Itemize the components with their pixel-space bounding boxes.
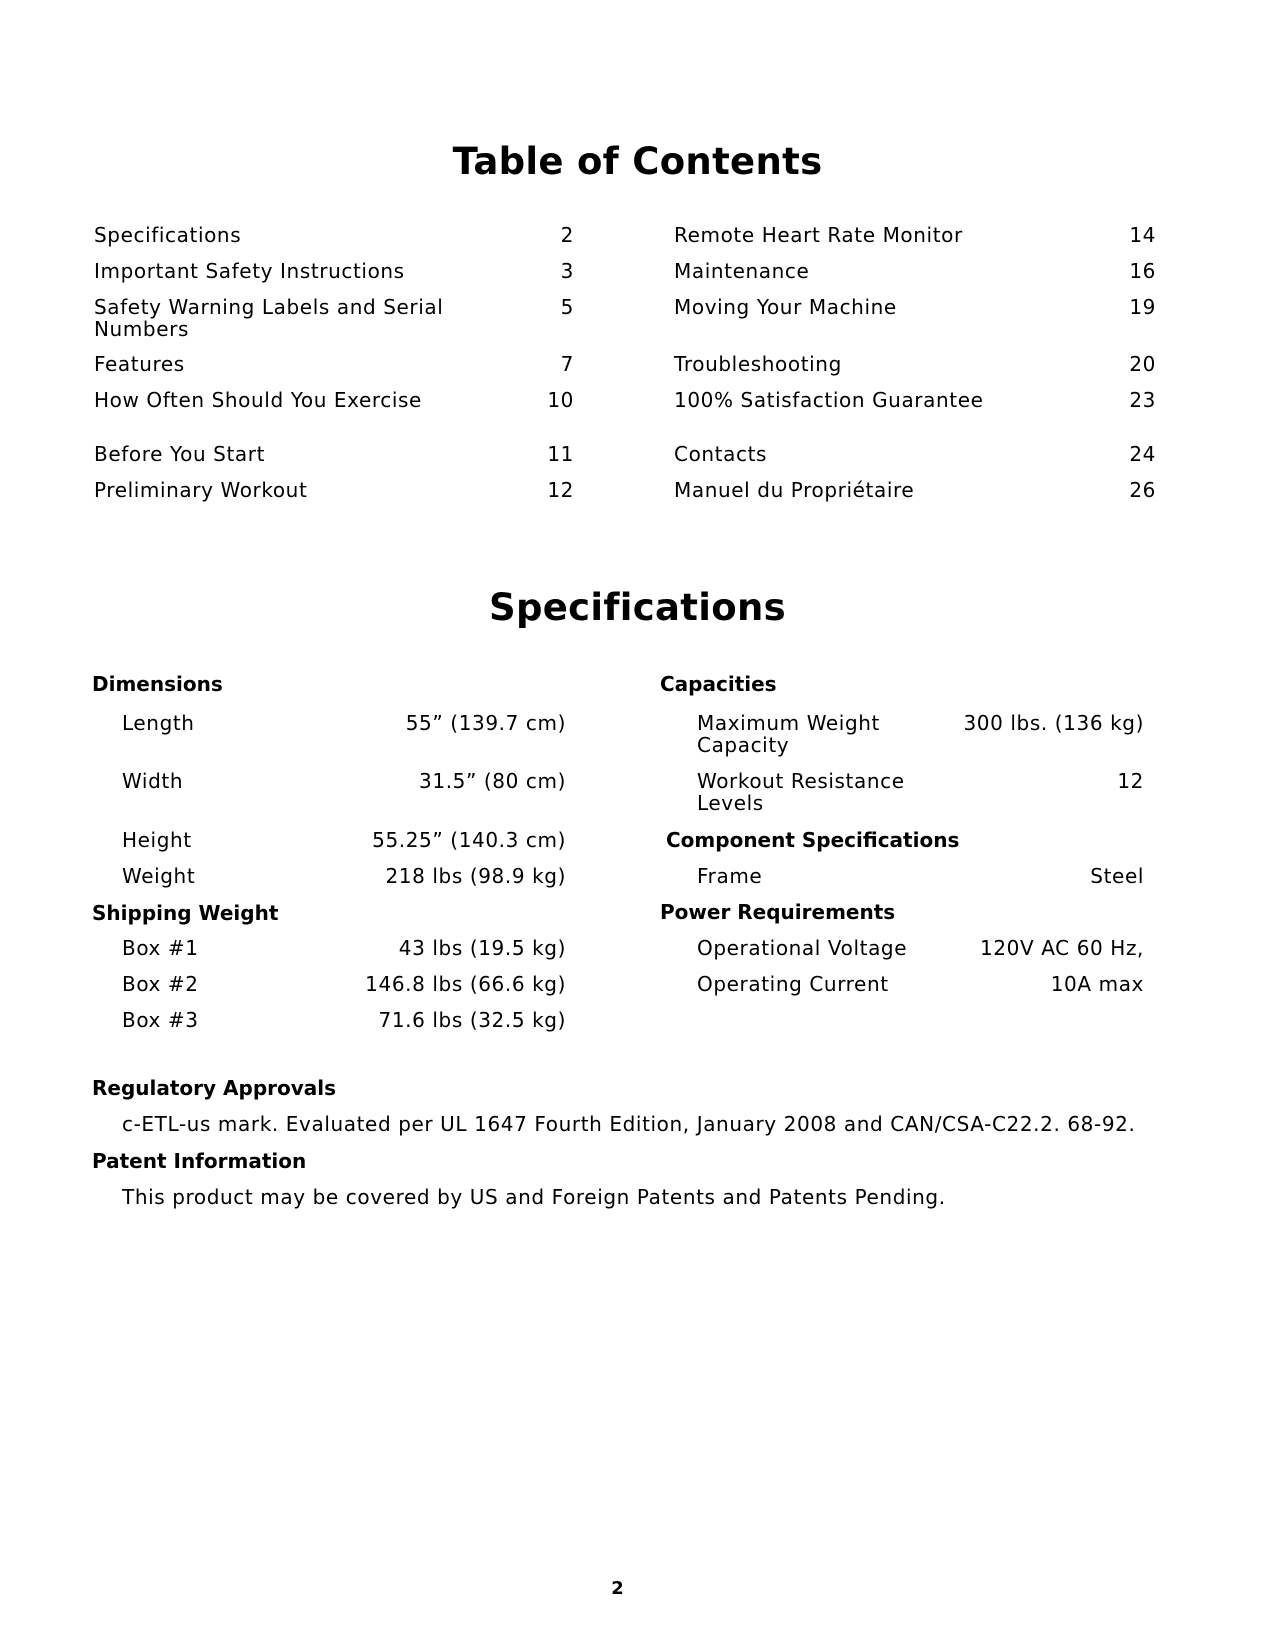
regulatory-approvals-heading: Regulatory Approvals — [92, 1076, 337, 1100]
spec-value: 31.5” (80 cm) — [419, 769, 566, 793]
toc-entry-title: Specifications — [94, 223, 242, 247]
toc-entry-title: How Often Should You Exercise — [94, 388, 422, 412]
toc-entry-page: 10 — [547, 388, 574, 412]
dimensions-heading: Dimensions — [92, 672, 223, 696]
spec-value: 12 — [1117, 769, 1144, 793]
toc-entry-page: 24 — [1129, 442, 1156, 466]
spec-label: Box #2 — [122, 972, 199, 996]
spec-label: Height — [122, 828, 192, 852]
toc-entry-title: Safety Warning Labels and Serial Numbers — [94, 295, 444, 341]
spec-value: 55” (139.7 cm) — [405, 711, 566, 735]
spec-label: Length — [122, 711, 195, 735]
spec-label: Operating Current — [697, 972, 889, 996]
toc-entry-page: 19 — [1129, 295, 1156, 319]
patent-information-heading: Patent Information — [92, 1149, 307, 1173]
toc-entry-page: 26 — [1129, 478, 1156, 502]
toc-entry-title: Contacts — [674, 442, 768, 466]
spec-value: 43 lbs (19.5 kg) — [398, 936, 566, 960]
toc-entry-title: Remote Heart Rate Monitor — [674, 223, 963, 247]
toc-heading: Table of Contents — [452, 140, 823, 183]
toc-entry-page: 7 — [560, 352, 574, 376]
toc-entry[interactable] — [94, 296, 574, 340]
spec-value: Steel — [1090, 864, 1144, 888]
toc-entry-title: Important Safety Instructions — [94, 259, 405, 283]
spec-label: Maximum Weight Capacity — [697, 711, 880, 757]
toc-entry-title: Moving Your Machine — [674, 295, 897, 319]
toc-entry-title: Troubleshooting — [674, 352, 842, 376]
spec-label: Frame — [697, 864, 763, 888]
toc-entry-title: 100% Satisfaction Guarantee — [674, 388, 984, 412]
toc-entry-page: 3 — [560, 259, 574, 283]
spec-label: Workout Resistance Levels — [697, 769, 905, 815]
toc-entry-title: Features — [94, 352, 185, 376]
toc-entry-title: Maintenance — [674, 259, 810, 283]
patent-information-text: This product may be covered by US and Foreign Patents and Patents Pending. — [122, 1185, 946, 1209]
spec-value: 218 lbs (98.9 kg) — [385, 864, 566, 888]
spec-value: 146.8 lbs (66.6 kg) — [365, 972, 566, 996]
spec-label: Operational Voltage — [697, 936, 908, 960]
toc-entry-title: Before You Start — [94, 442, 266, 466]
toc-entry-page: 16 — [1129, 259, 1156, 283]
toc-entry-page: 11 — [547, 442, 574, 466]
toc-entry-page: 23 — [1129, 388, 1156, 412]
toc-entry-page: 2 — [560, 223, 574, 247]
power-requirements-heading: Power Requirements — [660, 900, 896, 924]
spec-value: 71.6 lbs (32.5 kg) — [378, 1008, 566, 1032]
toc-entry-title: Preliminary Workout — [94, 478, 308, 502]
spec-value: 300 lbs. (136 kg) — [963, 711, 1144, 735]
toc-entry-page: 12 — [547, 478, 574, 502]
spec-value: 120V AC 60 Hz, — [980, 936, 1144, 960]
spec-label: Weight — [122, 864, 196, 888]
toc-entry-page: 20 — [1129, 352, 1156, 376]
component-specs-heading: Component Specifications — [666, 828, 960, 852]
spec-label: Width — [122, 769, 184, 793]
specs-heading: Specifications — [489, 586, 786, 629]
page-number: 2 — [611, 1578, 624, 1599]
spec-label: Box #3 — [122, 1008, 199, 1032]
toc-entry-page: 14 — [1129, 223, 1156, 247]
capacities-heading: Capacities — [660, 672, 777, 696]
toc-entry-title: Manuel du Propriétaire — [674, 478, 915, 502]
spec-value: 55.25” (140.3 cm) — [372, 828, 566, 852]
spec-label: Box #1 — [122, 936, 199, 960]
shipping-weight-heading: Shipping Weight — [92, 901, 279, 925]
spec-value: 10A max — [1050, 972, 1144, 996]
regulatory-approvals-text: c-ETL-us mark. Evaluated per UL 1647 Fourth Edition, January 2008 and CAN/CSA-C22.2. 68-92. — [122, 1112, 1136, 1136]
toc-entry-page: 5 — [560, 295, 574, 319]
